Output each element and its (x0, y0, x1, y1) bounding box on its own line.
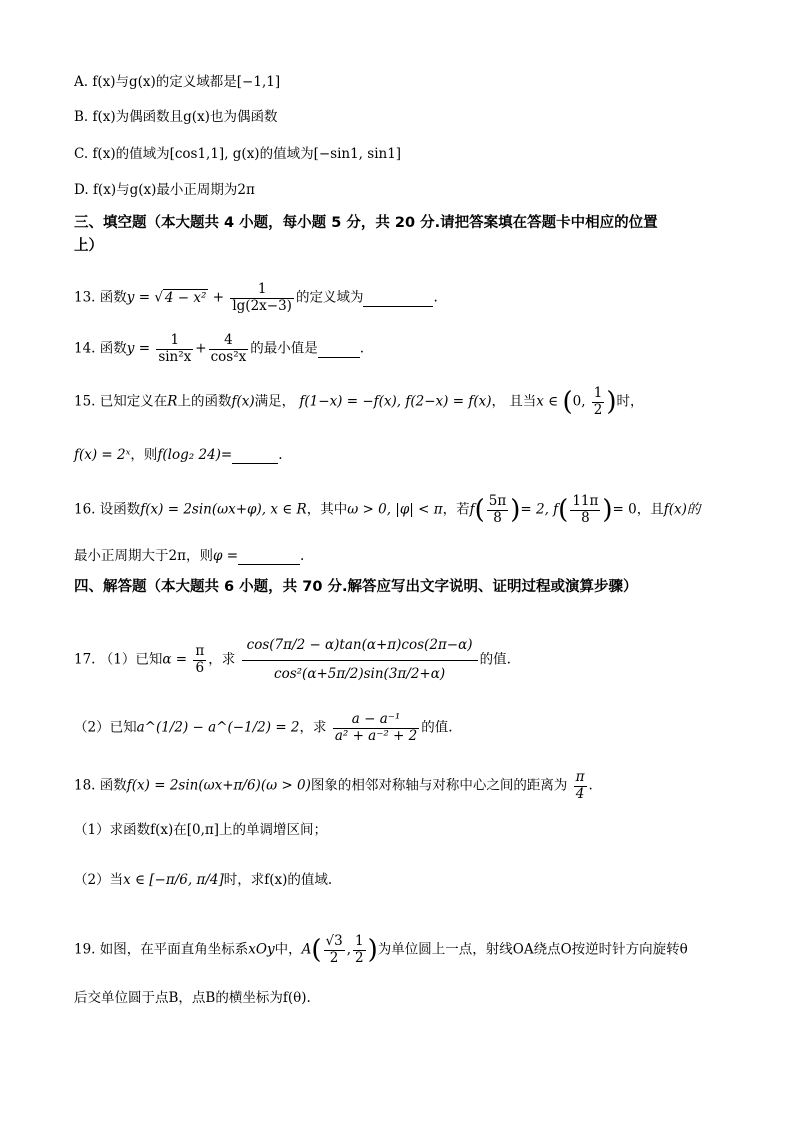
option-c: C. f(x)的值域为[cos1,1], g(x)的值域为[−sin1, sin1] (74, 146, 402, 162)
question-19-line2: 后交单位圆于点B，点B的横坐标为f(θ). (74, 990, 311, 1006)
q17-alpha-fraction: $\frac{\pi}{6}$ (195, 643, 205, 676)
question-13: 13. 函数y = √ 4 − x² + $\frac{1}{\lg(2x-3)}$ 的定义域为 . (74, 281, 438, 314)
option-b: B. f(x)为偶函数且g(x)也为偶函数 (74, 109, 278, 125)
question-17-part1: 17. （1）已知α = $\frac{\pi}{6}$ ，求 $\frac{\cos(7\pi/2 - \alpha)\tan(\alpha+\pi)\cos(2\pi-\alpha)}{\text{cos²(α+5π/2)sin(3π/2+α)}}$ 的值. (74, 632, 511, 688)
option-b-text: f(x)为偶函数且g(x)也为偶函数 (92, 109, 278, 125)
q15-interval-fraction: $\frac{1}{2}$ (593, 385, 603, 418)
q16-fraction-5pi: $\frac{5\pi}{8}$ (488, 493, 507, 526)
question-14: 14. 函数y = $\frac{1}{\text{sin²x}}$ + $\frac{4}{\text{cos²x}}$ 的最小值是 . (74, 332, 365, 365)
option-a: A. f(x)与g(x)的定义域都是[−1,1] (74, 74, 281, 90)
question-19-line1: 19. 如图，在平面直角坐标系xOy中，A( $\frac{√3}{2}$ , $\frac{1}{2}$ )为单位圆上一点，射线OA绕点O按逆时针方向旋转θ (74, 933, 688, 966)
option-d: D. f(x)与g(x)最小正周期为2π (74, 182, 255, 198)
question-17-part2: （2）已知a^(1/2) − a^(−1/2) = 2，求 $\frac{\text{a − a⁻¹}}{\text{a² + a⁻² + 2}}$ 的值. (74, 711, 453, 744)
q17-big-fraction: $\frac{\cos(7\pi/2 - \alpha)\tan(\alpha+\pi)\cos(2\pi-\alpha)}{\text{cos²(α+5π/2)sin(3π/2+α)}}$ (242, 632, 478, 688)
option-d-text: f(x)与g(x)最小正周期为2π (92, 182, 255, 198)
q19-point-x: $\frac{√3}{2}$ (325, 933, 343, 966)
q18-distance-fraction: $\frac{\pi}{4}$ (575, 769, 585, 802)
q17-part2-fraction: $\frac{\text{a − a⁻¹}}{\text{a² + a⁻² + 2}}$ (334, 711, 418, 744)
question-18-part1: （1）求函数f(x)在[0,π]上的单调增区间； (74, 822, 328, 838)
question-16-line1: 16. 设函数f(x) = 2sin(ωx+φ), x ∈ R，其中ω > 0, |φ| < π，若f( $\frac{5\pi}{8}$ )= 2, f( $\frac{11\pi}{8}$ )= 0，且f(x)的 (74, 493, 701, 526)
question-15-line2: f(x) = 2ˣ，则f(log₂ 24)= . (74, 447, 283, 463)
q16-fraction-11pi: $\frac{11\pi}{8}$ (572, 493, 599, 526)
question-16-line2: 最小正周期大于2π，则φ = . (74, 548, 305, 564)
option-c-text: f(x)的值域为[cos1,1], g(x)的值域为[−sin1, sin1] (92, 146, 402, 162)
option-a-text: f(x)与g(x)的定义域都是[−1,1] (92, 74, 281, 90)
q14-fraction-2: $\frac{4}{\text{cos²x}}$ (210, 332, 247, 365)
section4-heading: 四、解答题（本大题共 6 小题，共 70 分.解答应写出文字说明、证明过程或演算步骤） (74, 579, 638, 595)
q14-fraction-1: $\frac{1}{\text{sin²x}}$ (158, 332, 192, 365)
question-15-line1: 15. 已知定义在R上的函数f(x)满足， f(1−x) = −f(x), f(2−x) = f(x)， 且当x ∈ (0, $\frac{1}{2}$ )时， (74, 385, 644, 418)
q13-fraction: $\frac{1}{\lg(2x-3)}$ (232, 281, 292, 314)
q19-point-y: $\frac{1}{2}$ (355, 933, 364, 966)
question-18: 18. 函数f(x) = 2sin(ωx+π/6)(ω > 0)图象的相邻对称轴与对称中心之间的距离为 $\frac{\pi}{4}$ . (74, 769, 593, 802)
question-18-part2: （2）当x ∈ [−π/6, π/4]时，求f(x)的值域. (74, 872, 333, 888)
section3-heading: 三、填空题（本大题共 4 小题，每小题 5 分，共 20 分.请把答案填在答题卡中相应的位置 上） (74, 215, 658, 255)
